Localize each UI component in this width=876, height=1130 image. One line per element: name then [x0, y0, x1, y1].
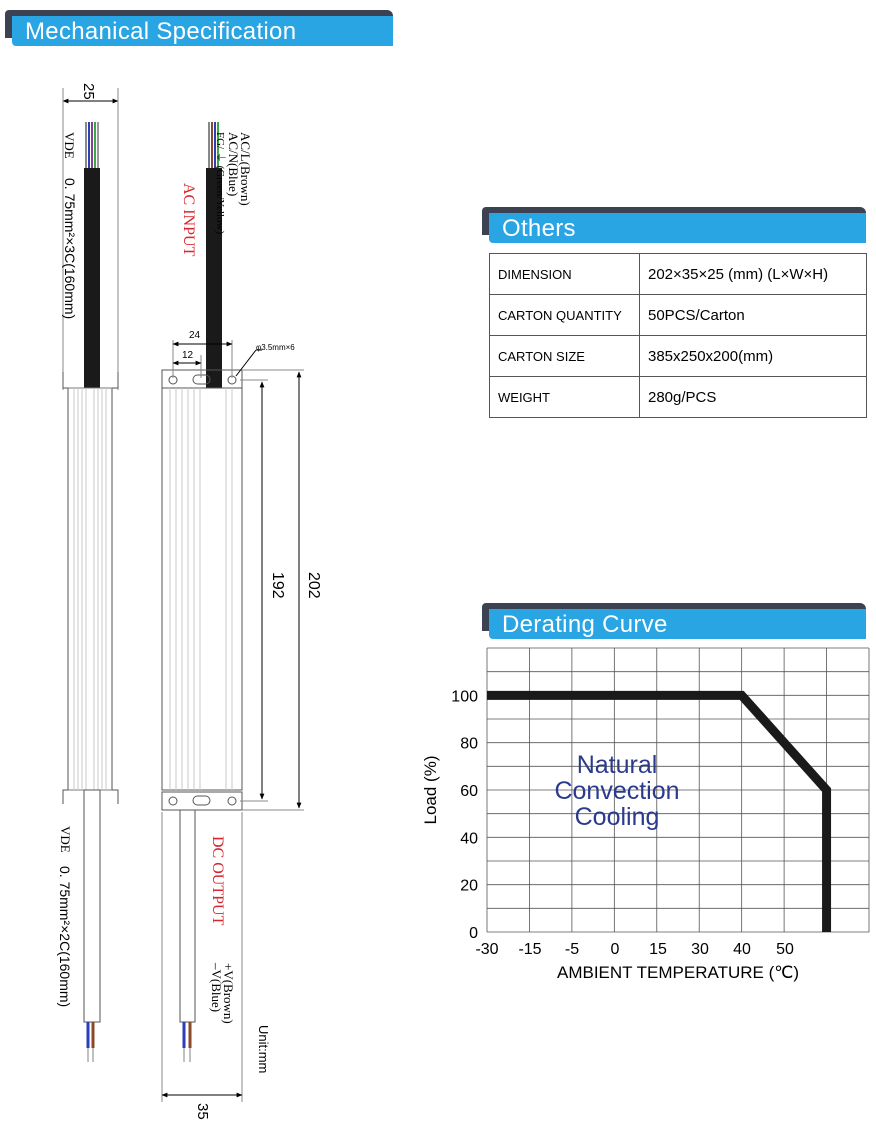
dim-bottom-width-label: 35 — [194, 1103, 211, 1120]
derating-curve-title: Derating Curve — [502, 611, 668, 638]
y-tick-label: 40 — [460, 830, 478, 848]
others-row-label: DIMENSION — [490, 254, 640, 295]
y-tick-label: 100 — [451, 688, 478, 706]
v-plus-label: +V(Brown) — [221, 963, 236, 1024]
x-tick-label: 15 — [649, 941, 667, 958]
x-axis-label: AMBIENT TEMPERATURE (℃) — [556, 963, 800, 982]
x-tick-label: 30 — [691, 941, 709, 958]
dim-top-width-label: 25 — [80, 83, 97, 100]
hole-spec-label: φ3.5mm×6 — [256, 343, 295, 352]
others-title: Others — [502, 215, 576, 242]
others-banner — [482, 207, 866, 242]
unit-label: Unit:mm — [256, 1025, 271, 1074]
dim-mount-12-label: 12 — [182, 350, 194, 361]
mechanical-spec-title: Mechanical Specification — [25, 18, 297, 45]
chart-annotation-line: Cooling — [574, 803, 660, 831]
y-tick-label: 20 — [460, 877, 478, 895]
ac-n-label: AC/N(Blue) — [226, 132, 241, 197]
vde-top-label: VDE — [62, 132, 77, 159]
dim-mount-24-label: 24 — [189, 330, 201, 341]
y-tick-label: 80 — [460, 735, 478, 753]
y-tick-label: 0 — [469, 925, 478, 942]
x-tick-label: -15 — [518, 941, 542, 958]
x-tick-label: 50 — [776, 941, 794, 958]
derating-line — [487, 695, 827, 932]
ac-input-label: AC INPUT — [180, 183, 197, 257]
y-tick-label: 60 — [460, 783, 478, 800]
x-tick-label: 40 — [733, 941, 751, 958]
ac-l-label: AC/L(Brown) — [238, 132, 253, 206]
x-tick-label: 0 — [610, 941, 620, 958]
chart-annotation-line: Natural — [576, 751, 658, 779]
others-row — [490, 377, 867, 418]
others-row-value: 280g/PCS — [640, 377, 867, 418]
others-row — [490, 336, 867, 377]
x-tick-label: -30 — [475, 941, 499, 958]
cable-bottom-spec-label: 0. 75mm²×2C(160mm) — [57, 866, 73, 1008]
others-table — [489, 253, 867, 418]
dim-192-label: 192 — [269, 572, 286, 599]
others-row-value: 385x250x200(mm) — [640, 336, 867, 377]
vde-bottom-label: VDE — [58, 826, 73, 853]
x-tick-label: -5 — [564, 941, 580, 958]
v-minus-label: –V(Blue) — [209, 963, 224, 1013]
others-row-label: CARTON QUANTITY — [490, 295, 640, 336]
dim-202-label: 202 — [305, 572, 322, 599]
others-row-label: CARTON SIZE — [490, 336, 640, 377]
front-view — [162, 122, 304, 1102]
fg-label: FG/ ⏚ (Green/Yellow) — [214, 132, 226, 235]
y-axis-label: Load (%) — [421, 755, 440, 825]
others-row — [490, 254, 867, 295]
others-row — [490, 295, 867, 336]
derating-curve-banner — [482, 603, 866, 638]
others-row-value: 202×35×25 (mm) (L×W×H) — [640, 254, 867, 295]
chart-annotation-line: Convection — [554, 777, 680, 805]
others-row-value: 50PCS/Carton — [640, 295, 867, 336]
cable-top-spec-label: 0. 75mm²×3C(160mm) — [62, 178, 78, 320]
others-row-label: WEIGHT — [490, 377, 640, 418]
dc-output-label: DC OUTPUT — [209, 836, 226, 926]
